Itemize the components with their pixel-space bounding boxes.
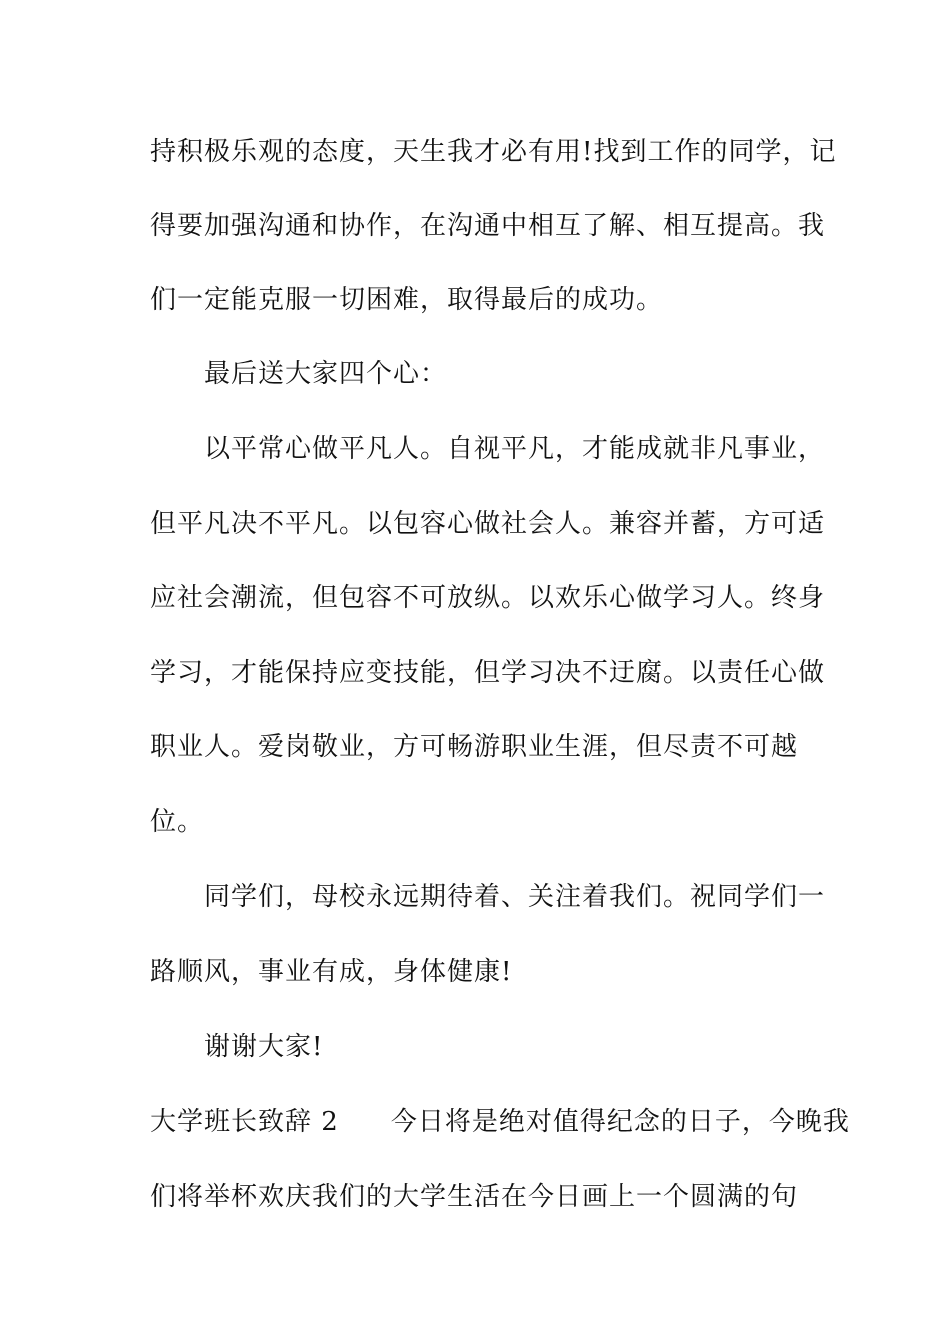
text-line: 同学们，母校永远期待着、关注着我们。祝同学们一 [204,882,826,912]
text-line: 以平常心做平凡人。自视平凡，才能成就非凡事业， [204,434,826,464]
text-line: 职业人。爱岗敬业，方可畅游职业生涯，但尽责不可越 [150,732,799,762]
text-line: 但平凡决不平凡。以包容心做社会人。兼容并蓄，方可适 [150,509,826,539]
text-line: 谢谢大家! [204,1032,324,1062]
text-line: 路顺风，事业有成，身体健康! [150,957,513,987]
section-heading: 大学班长致辞 2 [150,1107,339,1137]
text-line: 位。 [150,807,205,837]
text-line: 们将举杯欢庆我们的大学生活在今日画上一个圆满的句 [150,1182,799,1212]
text-line: 得要加强沟通和协作，在沟通中相互了解、相互提高。我 [150,211,826,241]
text-line: 今日将是绝对值得纪念的日子，今晚我 [390,1107,850,1137]
text-line: 们一定能克服一切困难，取得最后的成功。 [150,285,664,315]
text-line: 应社会潮流，但包容不可放纵。以欢乐心做学习人。终身 [150,583,826,613]
section-heading-line [150,1105,850,1139]
text-line: 持积极乐观的态度，天生我才必有用!找到工作的同学，记 [150,137,837,167]
text-line: 最后送大家四个心： [204,359,448,389]
text-line: 学习，才能保持应变技能，但学习决不迂腐。以责任心做 [150,658,826,688]
